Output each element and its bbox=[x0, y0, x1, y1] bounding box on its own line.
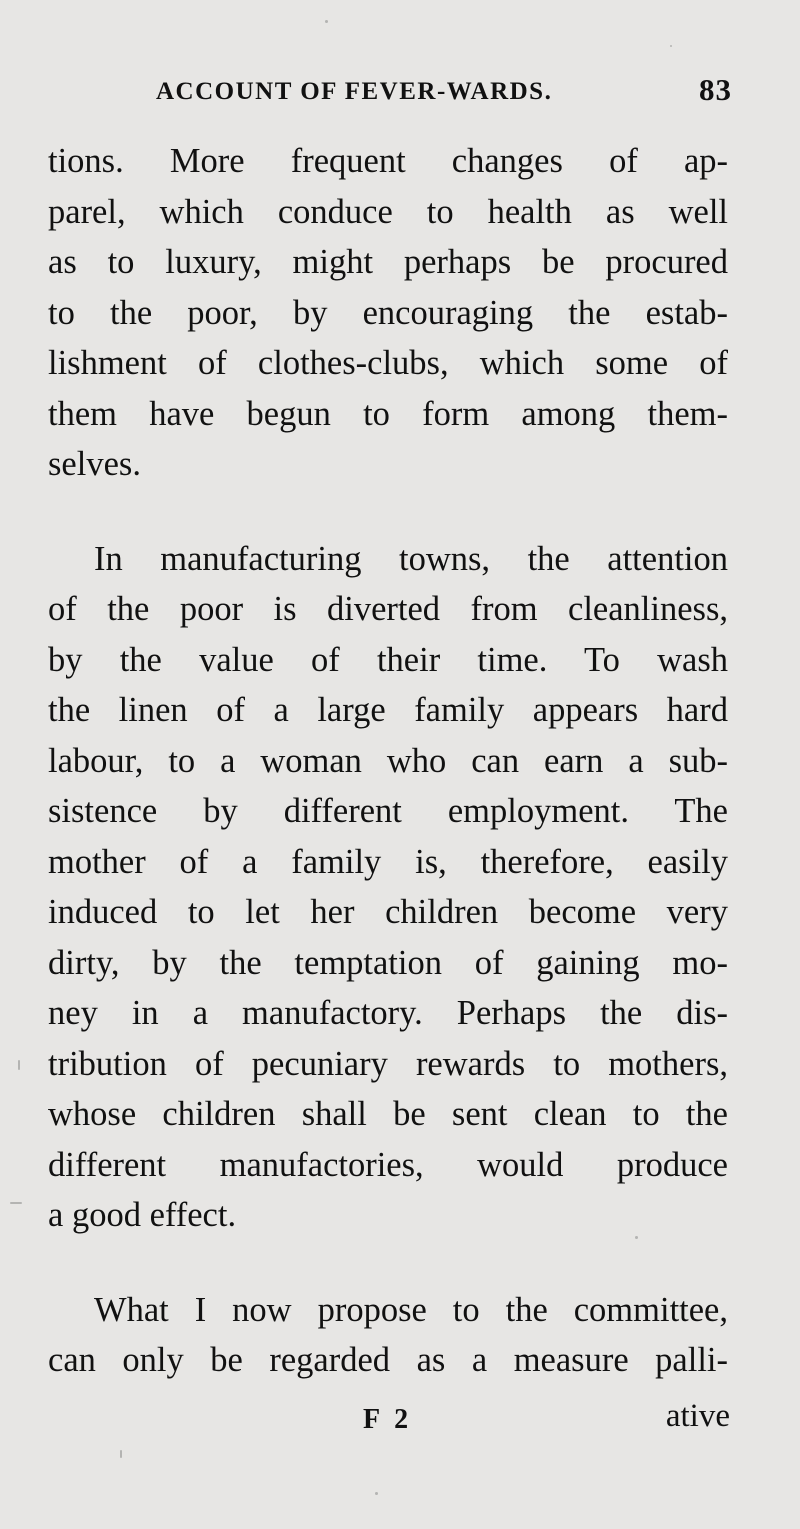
text-line: different manufactories, would produce bbox=[48, 1145, 728, 1184]
page-header bbox=[48, 72, 738, 112]
paper-speck bbox=[120, 1450, 122, 1458]
running-head: ACCOUNT OF FEVER-WARDS. bbox=[156, 78, 553, 105]
paragraph-gap bbox=[48, 1241, 728, 1285]
page-number: 83 bbox=[699, 72, 732, 107]
text-line: parel, which conduce to health as well bbox=[48, 192, 728, 231]
text-line: by the value of their time. To wash bbox=[48, 640, 728, 679]
paragraph bbox=[48, 136, 728, 490]
text-line: labour, to a woman who can earn a sub- bbox=[48, 741, 728, 780]
paragraph bbox=[48, 534, 728, 1241]
paper-speck bbox=[10, 1202, 22, 1204]
text-line: induced to let her children become very bbox=[48, 893, 728, 931]
text-line: lishment of clothes-clubs, which some of bbox=[48, 344, 728, 382]
catchword: ative bbox=[665, 1398, 730, 1434]
paper-speck bbox=[670, 45, 672, 47]
text-line: dirty, by the temptation of gaining mo- bbox=[48, 943, 728, 982]
signature-mark: F 2 bbox=[363, 1404, 413, 1435]
text-line: mother of a family is, therefore, easily bbox=[48, 842, 728, 881]
paper-speck bbox=[18, 1060, 20, 1070]
text-line: sistence by different employment. The bbox=[48, 792, 728, 830]
text-line: selves. bbox=[48, 445, 141, 483]
text-line: ney in a manufactory. Perhaps the dis- bbox=[48, 994, 728, 1032]
text-line: them have begun to form among them- bbox=[48, 394, 728, 433]
text-line: as to luxury, might perhaps be procured bbox=[48, 243, 728, 281]
text-line: of the poor is diverted from cleanliness, bbox=[48, 590, 728, 628]
body-text bbox=[48, 136, 728, 1386]
text-line: tribution of pecuniary rewards to mothers, bbox=[48, 1044, 728, 1083]
page-footer bbox=[48, 1398, 738, 1446]
paper-speck bbox=[375, 1492, 378, 1495]
text-line: the linen of a large family appears hard bbox=[48, 691, 728, 729]
paragraph bbox=[48, 1285, 728, 1386]
text-line: tions. More frequent changes of ap- bbox=[48, 142, 728, 180]
text-line: whose children shall be sent clean to the bbox=[48, 1095, 728, 1133]
text-line: can only be regarded as a measure palli- bbox=[48, 1341, 728, 1379]
text-line: a good effect. bbox=[48, 1196, 237, 1234]
paper-speck bbox=[325, 20, 328, 23]
text-line: What I now propose to the committee, bbox=[94, 1290, 728, 1329]
paragraph-gap bbox=[48, 490, 728, 534]
text-line: to the poor, by encouraging the estab- bbox=[48, 293, 728, 332]
text-line: In manufacturing towns, the attention bbox=[94, 539, 728, 578]
